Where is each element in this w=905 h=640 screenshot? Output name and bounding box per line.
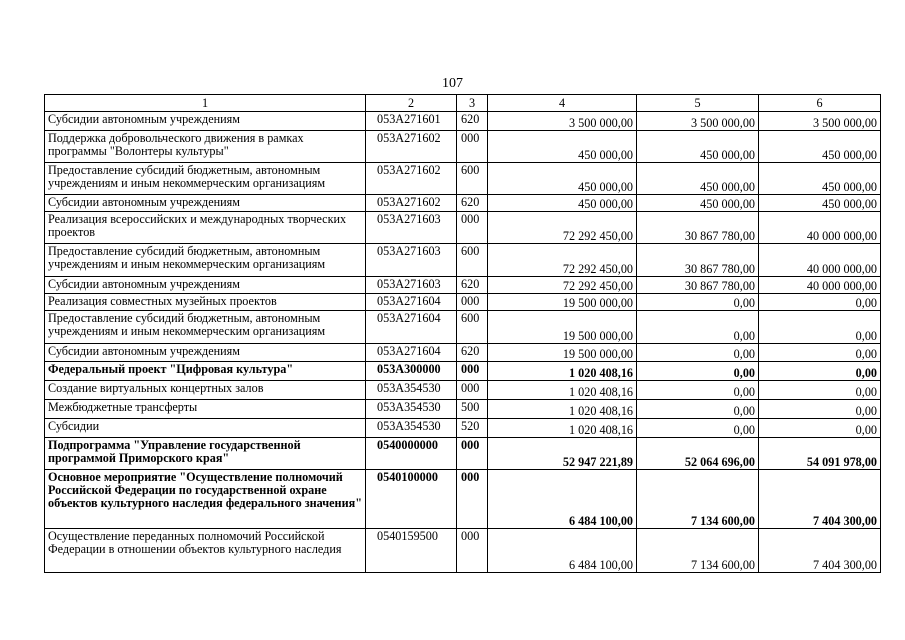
amount-col-5-cell: 450 000,00 — [637, 131, 759, 163]
expense-type-cell: 620 — [457, 195, 488, 212]
amount-col-5-cell: 30 867 780,00 — [637, 277, 759, 294]
amount-col-5-cell: 0,00 — [637, 311, 759, 344]
amount-col-4-cell: 6 484 100,00 — [488, 529, 637, 573]
amount-col-6-cell: 450 000,00 — [759, 131, 881, 163]
expense-name-cell: Реализация совместных музейных проектов — [45, 294, 366, 311]
target-article-code-cell: 053A271603 — [366, 277, 457, 294]
table-header-row — [45, 95, 881, 112]
amount-col-5-cell: 7 134 600,00 — [637, 470, 759, 529]
expense-type-cell: 500 — [457, 400, 488, 419]
expense-type-cell: 000 — [457, 470, 488, 529]
amount-col-4-cell: 19 500 000,00 — [488, 311, 637, 344]
amount-col-4-cell: 52 947 221,89 — [488, 438, 637, 470]
amount-col-6-cell: 0,00 — [759, 344, 881, 362]
expense-name-cell: Предоставление субсидий бюджетным, автономным учреждениям и иным некоммерческим организациям — [45, 163, 366, 195]
table-row — [45, 277, 881, 294]
expense-name-cell: Субсидии автономным учреждениям — [45, 277, 366, 294]
expense-type-cell: 000 — [457, 212, 488, 244]
expense-type-cell: 000 — [457, 381, 488, 400]
target-article-code-cell: 053A271604 — [366, 344, 457, 362]
target-article-code-cell: 053A300000 — [366, 362, 457, 381]
column-header: 3 — [457, 95, 488, 112]
table-row — [45, 362, 881, 381]
target-article-code-cell: 053A271603 — [366, 212, 457, 244]
target-article-code-cell: 0540100000 — [366, 470, 457, 529]
target-article-code-cell: 053A271602 — [366, 195, 457, 212]
table-row — [45, 311, 881, 344]
expense-type-cell: 600 — [457, 163, 488, 195]
amount-col-5-cell: 0,00 — [637, 362, 759, 381]
expense-name-cell: Субсидии автономным учреждениям — [45, 344, 366, 362]
table-row — [45, 294, 881, 311]
amount-col-5-cell: 30 867 780,00 — [637, 212, 759, 244]
amount-col-6-cell: 7 404 300,00 — [759, 529, 881, 573]
amount-col-5-cell: 3 500 000,00 — [637, 112, 759, 131]
expense-type-cell: 000 — [457, 294, 488, 311]
table-row — [45, 419, 881, 438]
amount-col-6-cell: 54 091 978,00 — [759, 438, 881, 470]
amount-col-5-cell: 0,00 — [637, 419, 759, 438]
amount-col-6-cell: 40 000 000,00 — [759, 212, 881, 244]
budget-table — [44, 94, 881, 573]
table-row — [45, 112, 881, 131]
column-header: 6 — [759, 95, 881, 112]
expense-type-cell: 520 — [457, 419, 488, 438]
expense-name-cell: Основное мероприятие "Осуществление полномочий Российской Федерации по государственной охране объектов культурного наследия федерального значения" — [45, 470, 366, 529]
expense-name-cell: Реализация всероссийских и международных творческих проектов — [45, 212, 366, 244]
amount-col-4-cell: 3 500 000,00 — [488, 112, 637, 131]
expense-type-cell: 600 — [457, 244, 488, 277]
expense-name-cell: Предоставление субсидий бюджетным, автономным учреждениям и иным некоммерческим организациям — [45, 311, 366, 344]
target-article-code-cell: 0540000000 — [366, 438, 457, 470]
target-article-code-cell: 053A271603 — [366, 244, 457, 277]
amount-col-6-cell: 40 000 000,00 — [759, 244, 881, 277]
amount-col-4-cell: 1 020 408,16 — [488, 381, 637, 400]
target-article-code-cell: 053A354530 — [366, 419, 457, 438]
expense-type-cell: 600 — [457, 311, 488, 344]
amount-col-5-cell: 450 000,00 — [637, 163, 759, 195]
expense-type-cell: 000 — [457, 362, 488, 381]
amount-col-4-cell: 1 020 408,16 — [488, 419, 637, 438]
amount-col-4-cell: 72 292 450,00 — [488, 277, 637, 294]
column-header: 4 — [488, 95, 637, 112]
amount-col-6-cell: 7 404 300,00 — [759, 470, 881, 529]
amount-col-4-cell: 1 020 408,16 — [488, 400, 637, 419]
target-article-code-cell: 053A271601 — [366, 112, 457, 131]
table-row — [45, 212, 881, 244]
amount-col-4-cell: 19 500 000,00 — [488, 344, 637, 362]
amount-col-5-cell: 0,00 — [637, 294, 759, 311]
amount-col-5-cell: 52 064 696,00 — [637, 438, 759, 470]
table-row — [45, 381, 881, 400]
expense-type-cell: 620 — [457, 277, 488, 294]
expense-name-cell: Межбюджетные трансферты — [45, 400, 366, 419]
target-article-code-cell: 053A354530 — [366, 381, 457, 400]
expense-name-cell: Создание виртуальных концертных залов — [45, 381, 366, 400]
table-row — [45, 438, 881, 470]
amount-col-6-cell: 0,00 — [759, 400, 881, 419]
target-article-code-cell: 053A354530 — [366, 400, 457, 419]
amount-col-6-cell: 3 500 000,00 — [759, 112, 881, 131]
column-header: 2 — [366, 95, 457, 112]
table-row — [45, 470, 881, 529]
amount-col-6-cell: 0,00 — [759, 419, 881, 438]
expense-name-cell: Осуществление переданных полномочий Российской Федерации в отношении объектов культурного наследия — [45, 529, 366, 573]
column-header: 1 — [45, 95, 366, 112]
table-row — [45, 244, 881, 277]
amount-col-4-cell: 19 500 000,00 — [488, 294, 637, 311]
expense-name-cell: Федеральный проект "Цифровая культура" — [45, 362, 366, 381]
expense-type-cell: 620 — [457, 112, 488, 131]
expense-name-cell: Поддержка добровольческого движения в рамках программы "Волонтеры культуры" — [45, 131, 366, 163]
page-number: 107 — [442, 76, 463, 91]
amount-col-6-cell: 450 000,00 — [759, 195, 881, 212]
table-row — [45, 344, 881, 362]
expense-name-cell: Предоставление субсидий бюджетным, автономным учреждениям и иным некоммерческим организациям — [45, 244, 366, 277]
table-row — [45, 529, 881, 573]
table-row — [45, 400, 881, 419]
target-article-code-cell: 0540159500 — [366, 529, 457, 573]
expense-name-cell: Субсидии автономным учреждениям — [45, 112, 366, 131]
amount-col-4-cell: 450 000,00 — [488, 131, 637, 163]
amount-col-6-cell: 40 000 000,00 — [759, 277, 881, 294]
expense-name-cell: Субсидии — [45, 419, 366, 438]
amount-col-4-cell: 450 000,00 — [488, 195, 637, 212]
target-article-code-cell: 053A271602 — [366, 131, 457, 163]
amount-col-4-cell: 450 000,00 — [488, 163, 637, 195]
amount-col-4-cell: 6 484 100,00 — [488, 470, 637, 529]
column-header: 5 — [637, 95, 759, 112]
expense-type-cell: 000 — [457, 131, 488, 163]
amount-col-4-cell: 1 020 408,16 — [488, 362, 637, 381]
amount-col-6-cell: 0,00 — [759, 311, 881, 344]
amount-col-5-cell: 7 134 600,00 — [637, 529, 759, 573]
table-row — [45, 131, 881, 163]
target-article-code-cell: 053A271604 — [366, 294, 457, 311]
expense-name-cell: Подпрограмма "Управление государственной программой Приморского края" — [45, 438, 366, 470]
amount-col-4-cell: 72 292 450,00 — [488, 244, 637, 277]
amount-col-6-cell: 0,00 — [759, 362, 881, 381]
amount-col-5-cell: 30 867 780,00 — [637, 244, 759, 277]
table-row — [45, 195, 881, 212]
amount-col-6-cell: 0,00 — [759, 381, 881, 400]
expense-type-cell: 620 — [457, 344, 488, 362]
amount-col-5-cell: 450 000,00 — [637, 195, 759, 212]
target-article-code-cell: 053A271602 — [366, 163, 457, 195]
amount-col-6-cell: 0,00 — [759, 294, 881, 311]
amount-col-5-cell: 0,00 — [637, 400, 759, 419]
expense-type-cell: 000 — [457, 438, 488, 470]
amount-col-5-cell: 0,00 — [637, 344, 759, 362]
target-article-code-cell: 053A271604 — [366, 311, 457, 344]
table-row — [45, 163, 881, 195]
expense-name-cell: Субсидии автономным учреждениям — [45, 195, 366, 212]
amount-col-4-cell: 72 292 450,00 — [488, 212, 637, 244]
amount-col-5-cell: 0,00 — [637, 381, 759, 400]
amount-col-6-cell: 450 000,00 — [759, 163, 881, 195]
expense-type-cell: 000 — [457, 529, 488, 573]
table-body — [45, 112, 881, 573]
